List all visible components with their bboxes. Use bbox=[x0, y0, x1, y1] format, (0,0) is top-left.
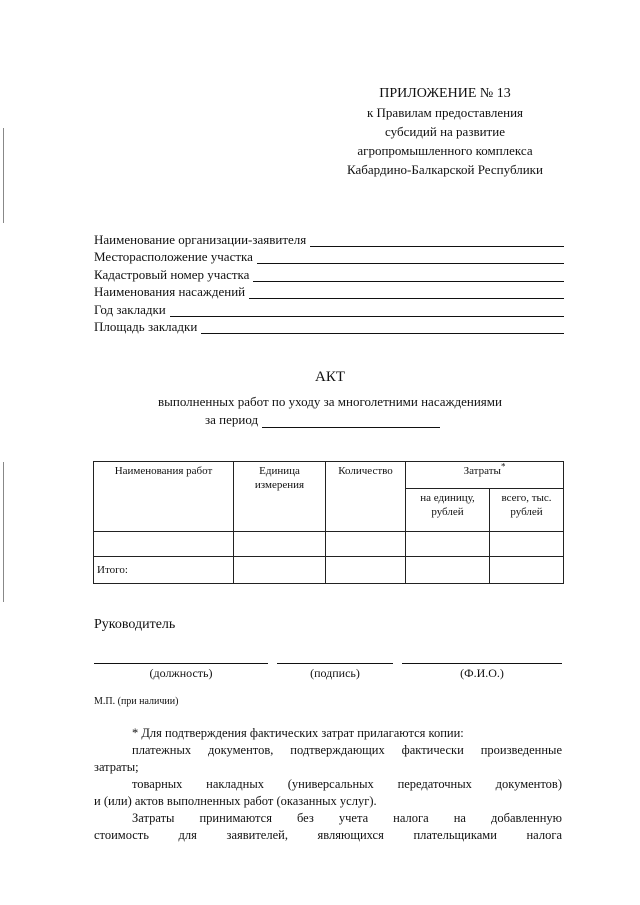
field-area bbox=[94, 317, 564, 335]
name-line[interactable] bbox=[402, 663, 562, 664]
total-label: Итого: bbox=[94, 557, 234, 584]
table-cell[interactable] bbox=[326, 532, 406, 557]
header-total: всего, тыс. рублей bbox=[490, 489, 564, 532]
scan-edge-mark bbox=[3, 462, 4, 602]
footnote-line: Затраты принимаются без учета налога на добавленную bbox=[132, 811, 562, 825]
field-label: Площадь закладки bbox=[94, 319, 198, 334]
table-cell[interactable] bbox=[490, 557, 564, 584]
stamp-note: М.П. (при наличии) bbox=[94, 696, 179, 707]
header-costs bbox=[406, 462, 564, 489]
table-cell[interactable] bbox=[406, 532, 490, 557]
act-title: АКТ bbox=[315, 369, 345, 385]
scan-edge-mark bbox=[3, 128, 4, 223]
footnote-mark: * bbox=[500, 461, 506, 472]
table-cell[interactable] bbox=[94, 532, 234, 557]
field-blank-line[interactable] bbox=[310, 235, 564, 247]
table-cell[interactable] bbox=[234, 532, 326, 557]
field-cadastral-number bbox=[94, 264, 564, 282]
footnote-line: стоимость для заявителей, являющихся плательщиками налога bbox=[94, 828, 562, 842]
header-per-unit: на единицу, рублей bbox=[406, 489, 490, 532]
appendix-line: Кабардино-Балкарской Республики bbox=[347, 162, 543, 177]
table-header-row bbox=[94, 462, 564, 489]
signature-line[interactable] bbox=[277, 663, 393, 664]
form-fields bbox=[94, 229, 564, 334]
footnote-block bbox=[94, 725, 562, 844]
appendix-line: к Правилам предоставления bbox=[366, 105, 524, 120]
footnote-line: платежных документов, подтверждающих фактически произведенные bbox=[132, 743, 562, 757]
table-cell[interactable] bbox=[326, 557, 406, 584]
appendix-title: ПРИЛОЖЕНИЕ № 13 bbox=[379, 86, 511, 101]
field-label: Год закладки bbox=[94, 301, 166, 317]
table-cell[interactable] bbox=[490, 532, 564, 557]
field-plantings bbox=[94, 282, 564, 300]
head-label: Руководитель bbox=[94, 617, 176, 632]
header-unit: Единица измерения bbox=[234, 462, 326, 532]
field-blank-line[interactable] bbox=[170, 305, 564, 317]
name-caption: (Ф.И.О.) bbox=[460, 666, 504, 680]
header-costs-label: Затраты bbox=[463, 465, 501, 477]
footnote-line: и (или) актов выполненных работ (оказанных услуг). bbox=[94, 794, 377, 808]
appendix-line: субсидий на развитие bbox=[385, 124, 505, 139]
field-location bbox=[94, 247, 564, 265]
field-organization bbox=[94, 229, 564, 247]
table-cell[interactable] bbox=[234, 557, 326, 584]
act-subtitle: выполненных работ по уходу за многолетними насаждениями bbox=[158, 394, 502, 409]
appendix-line: агропромышленного комплекса bbox=[357, 143, 533, 158]
field-label: Месторасположение участка bbox=[94, 249, 253, 264]
header-quantity: Количество bbox=[326, 462, 406, 532]
position-caption: (должность) bbox=[149, 666, 213, 680]
field-blank-line[interactable] bbox=[257, 252, 564, 264]
period-blank-line[interactable] bbox=[262, 415, 440, 428]
position-line[interactable] bbox=[94, 663, 268, 664]
signature-caption: (подпись) bbox=[310, 666, 360, 680]
table-total-row bbox=[94, 557, 564, 584]
footnote-line: товарных накладных (универсальных передаточных документов) bbox=[132, 777, 562, 791]
works-table bbox=[93, 461, 564, 584]
field-label: Наименование организации-заявителя bbox=[94, 231, 307, 247]
appendix-block bbox=[320, 84, 570, 179]
field-label: Наименования насаждений bbox=[94, 284, 246, 299]
footnote-line: затраты; bbox=[94, 760, 139, 774]
field-blank-line[interactable] bbox=[201, 322, 564, 334]
field-label: Кадастровый номер участка bbox=[94, 266, 250, 282]
table-row bbox=[94, 532, 564, 557]
act-period bbox=[205, 412, 440, 428]
field-year bbox=[94, 299, 564, 317]
field-blank-line[interactable] bbox=[249, 287, 564, 299]
table-cell[interactable] bbox=[406, 557, 490, 584]
footnote-intro: * Для подтверждения фактических затрат прилагаются копии: bbox=[132, 726, 464, 740]
header-works: Наименования работ bbox=[94, 462, 234, 532]
act-period-label: за период bbox=[205, 412, 259, 427]
field-blank-line[interactable] bbox=[253, 270, 564, 282]
